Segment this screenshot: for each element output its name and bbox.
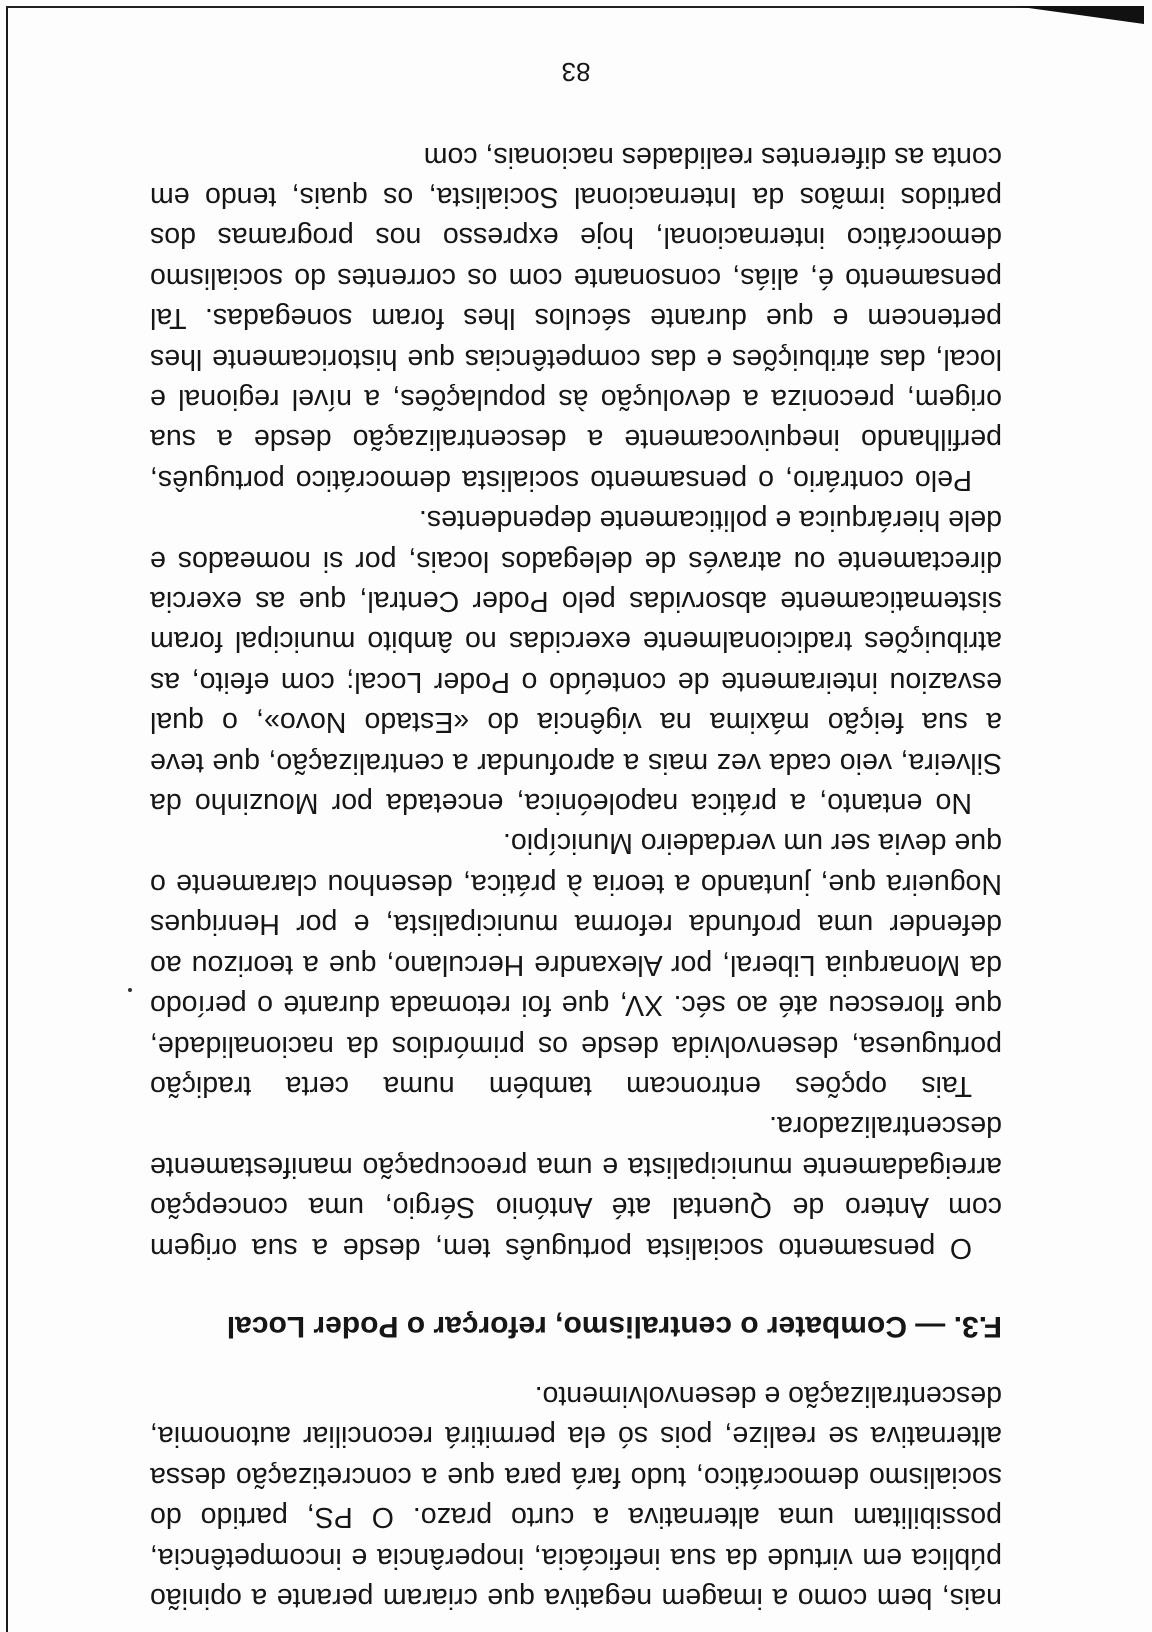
body-paragraph: O pensamento socialista português tem, desde a sua origem com Antero de Quental até António Sérgio, uma concepção arreigadamente municipalista e uma preocupação manifestamente descentralizadora. <box>150 1110 1002 1264</box>
body-paragraph: Tais opções entroncam também numa certa tradição portuguesa, desenvolvida desde os primórdios da nacionalidade, que floresceu até ao séc. XV, que foi retomada durante o período da Monarquia Liberal, por Alexandre Herculano, que a teorizou ao defender uma profunda reforma municipalista, e por Henriques Nogueira que, juntando a teoria à prática, desenhou claramente o que devia ser um verdadeiro Município. <box>150 827 1002 1102</box>
scan-corner-shadow <box>1014 6 1144 24</box>
scan-speck <box>128 988 132 992</box>
section-heading: F.3. — Combater o centralismo, reforçar o Poder Local <box>226 1309 1002 1343</box>
intro-paragraph: nais, bem como a imagem negativa que criaram perante a opinião pública em virtude da sua ineficácia, inoperância e incompetência, possibilitam uma alternativa a curto prazo. O PS, partido do socialismo democrático, tudo fará para que a concretização dessa alternativa se realize, pois só ela permitirá reconciliar autonomia, descentralização e desenvolvimento. <box>150 1379 1002 1614</box>
body-paragraph: Pelo contrário, o pensamento socialista democrático português, perfilhando inequivocamente a descentralização desde a sua origem, preconiza a devolução às populações, a nível regional e local, das atribuições e das competências que historicamente lhes pertencem e que durante séculos lhes foram sonegadas. Tal pensamento é, aliás, consonante com os correntes do socialismo democrático internacional, hoje expresso nos programas dos partidos irmãos da Internacional Socialista, os quais, tendo em conta as diferentes realidades nacionais, com <box>150 140 1002 496</box>
page-number: 83 <box>561 57 591 88</box>
scan-edge-top <box>6 6 1106 8</box>
scan-edge-left <box>6 8 8 1632</box>
rotated-page-content <box>150 57 1002 1618</box>
body-paragraph: No entanto, a prática napoleónica, encetada por Mouzinho da Silveira, veio cada vez mais a aprofundar a centralização, que teve a sua feição máxima na vigência do «Estado Novo», o qual esvaziou inteiramente de conteúdo o Poder Local; com efeito, as atribuições tradicionalmente exercidas no âmbito municipal foram sistematicamente absorvidas pelo Poder Central, que as exercia directamente ou através de delegados locais, por si nomeados e dele hierárquica e politicamente dependentes. <box>150 504 1002 820</box>
